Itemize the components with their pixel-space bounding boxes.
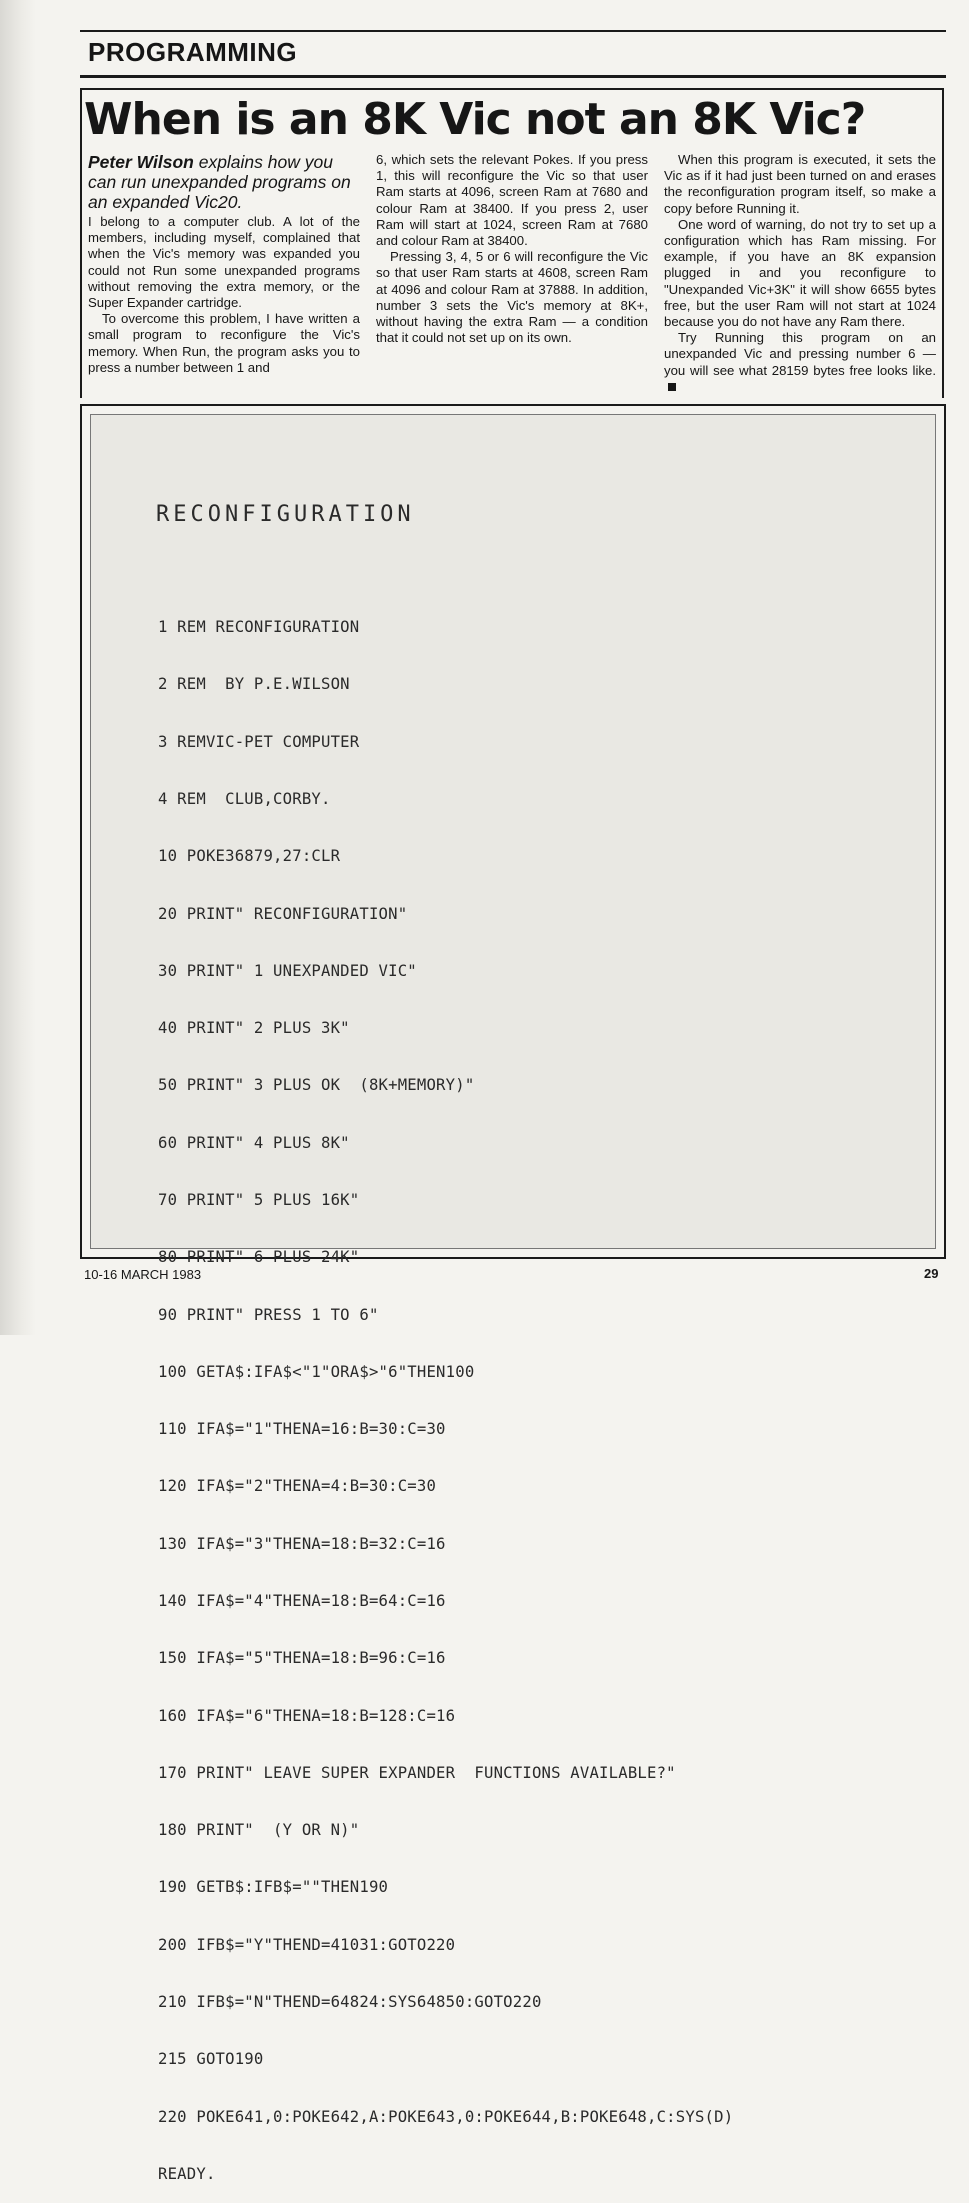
code-line: 110 IFA$="1"THENA=16:B=30:C=30 xyxy=(158,1420,446,1439)
code-line: 20 PRINT" RECONFIGURATION" xyxy=(158,904,408,923)
paragraph: I belong to a computer club. A lot of the members, including myself, complained that when the Vic's memory was expanded you could not Run some unexpanded programs without removing the extra memory, or the Super Expander cartridge. xyxy=(88,214,360,311)
code-line: 220 POKE641,0:POKE642,A:POKE643,0:POKE644,B:POKE648,C:SYS(D) xyxy=(158,2107,734,2126)
article-column-2 xyxy=(376,152,648,346)
code-line: 2 REM BY P.E.WILSON xyxy=(158,675,350,694)
page-number: 29 xyxy=(924,1266,939,1281)
standfirst xyxy=(88,152,360,212)
code-line: 120 IFA$="2"THENA=4:B=30:C=30 xyxy=(158,1477,437,1496)
paragraph: 6, which sets the relevant Pokes. If you press 1, this will reconfigure the Vic so that user Ram starts at 4096, screen Ram at 7680 and colour Ram at 38400. If you press 2, user Ram will start at 1024, screen Ram at 7680 and colour Ram at 38400. xyxy=(376,152,648,249)
end-of-article-icon xyxy=(668,383,676,391)
code-line: 130 IFA$="3"THENA=18:B=32:C=16 xyxy=(158,1534,446,1553)
article-column-3 xyxy=(664,152,936,395)
code-line: READY. xyxy=(158,2164,216,2183)
code-line: 170 PRINT" LEAVE SUPER EXPANDER FUNCTIONS AVAILABLE?" xyxy=(158,1763,676,1782)
code-line: 215 GOTO190 xyxy=(158,2050,264,2069)
code-line: 3 REMVIC-PET COMPUTER xyxy=(158,732,360,751)
listing-title: RECONFIGURATION xyxy=(156,502,415,527)
author-name: Peter Wilson xyxy=(88,152,194,172)
code-line: 1 REM RECONFIGURATION xyxy=(158,618,360,637)
paragraph: Pressing 3, 4, 5 or 6 will reconfigure the Vic so that user Ram starts at 4608, screen Ram at 4096 and colour Ram at 37888. In addition, number 3 sets the Vic's memory at 8K+, without having the extra Ram — a condition that it could not set up on its own. xyxy=(376,249,648,346)
paragraph: To overcome this problem, I have written a small program to reconfigure the Vic's memory. When Run, the program asks you to press a number between 1 and xyxy=(88,311,360,375)
code-line: 50 PRINT" 3 PLUS OK (8K+MEMORY)" xyxy=(158,1076,475,1095)
standfirst-text: explains how you can run unexpanded programs on an expanded Vic20. xyxy=(88,152,351,212)
code-line: 60 PRINT" 4 PLUS 8K" xyxy=(158,1133,350,1152)
paragraph-last xyxy=(664,330,936,395)
code-line: 140 IFA$="4"THENA=18:B=64:C=16 xyxy=(158,1591,446,1610)
section-header xyxy=(80,30,946,78)
code-line: 10 POKE36879,27:CLR xyxy=(158,847,341,866)
code-line: 4 REM CLUB,CORBY. xyxy=(158,790,331,809)
article-column-1 xyxy=(88,152,360,376)
paragraph-text: Try Running this program on an unexpanded Vic and pressing number 6 — you will see what 28159 bytes free looks like. xyxy=(664,330,936,378)
paragraph: One word of warning, do not try to set up a configuration which has Ram missing. For example, if you have an 8K expansion plugged in and you reconfigure to "Unexpanded Vic+3K" it will show 6655 bytes free, but the user Ram will not start at 1024 because you do not have any Ram there. xyxy=(664,216,936,330)
section-label: PROGRAMMING xyxy=(88,37,303,68)
headline: When is an 8K Vic not an 8K Vic? xyxy=(84,94,866,145)
code-line: 160 IFA$="6"THENA=18:B=128:C=16 xyxy=(158,1706,456,1725)
code-line: 40 PRINT" 2 PLUS 3K" xyxy=(158,1019,350,1038)
issue-date: 10-16 MARCH 1983 xyxy=(84,1267,202,1282)
page-gutter xyxy=(0,0,36,1335)
code-line: 80 PRINT" 6 PLUS 24K" xyxy=(158,1248,360,1267)
code-line: 30 PRINT" 1 UNEXPANDED VIC" xyxy=(158,961,417,980)
code-line: 190 GETB$:IFB$=""THEN190 xyxy=(158,1878,389,1897)
code-line: 210 IFB$="N"THEND=64824:SYS64850:GOTO220 xyxy=(158,1992,542,2011)
code-line: 150 IFA$="5"THENA=18:B=96:C=16 xyxy=(158,1649,446,1668)
code-line: 180 PRINT" (Y OR N)" xyxy=(158,1821,360,1840)
code-line: 90 PRINT" PRESS 1 TO 6" xyxy=(158,1305,379,1324)
program-listing xyxy=(158,580,733,2203)
code-line: 70 PRINT" 5 PLUS 16K" xyxy=(158,1191,360,1209)
code-line: 200 IFB$="Y"THEND=41031:GOTO220 xyxy=(158,1935,456,1954)
paragraph: When this program is executed, it sets the Vic as if it had just been turned on and erases the reconfiguration program itself, so make a copy before Running it. xyxy=(664,152,936,216)
code-line: 100 GETA$:IFA$<"1"ORA$>"6"THEN100 xyxy=(158,1362,475,1381)
